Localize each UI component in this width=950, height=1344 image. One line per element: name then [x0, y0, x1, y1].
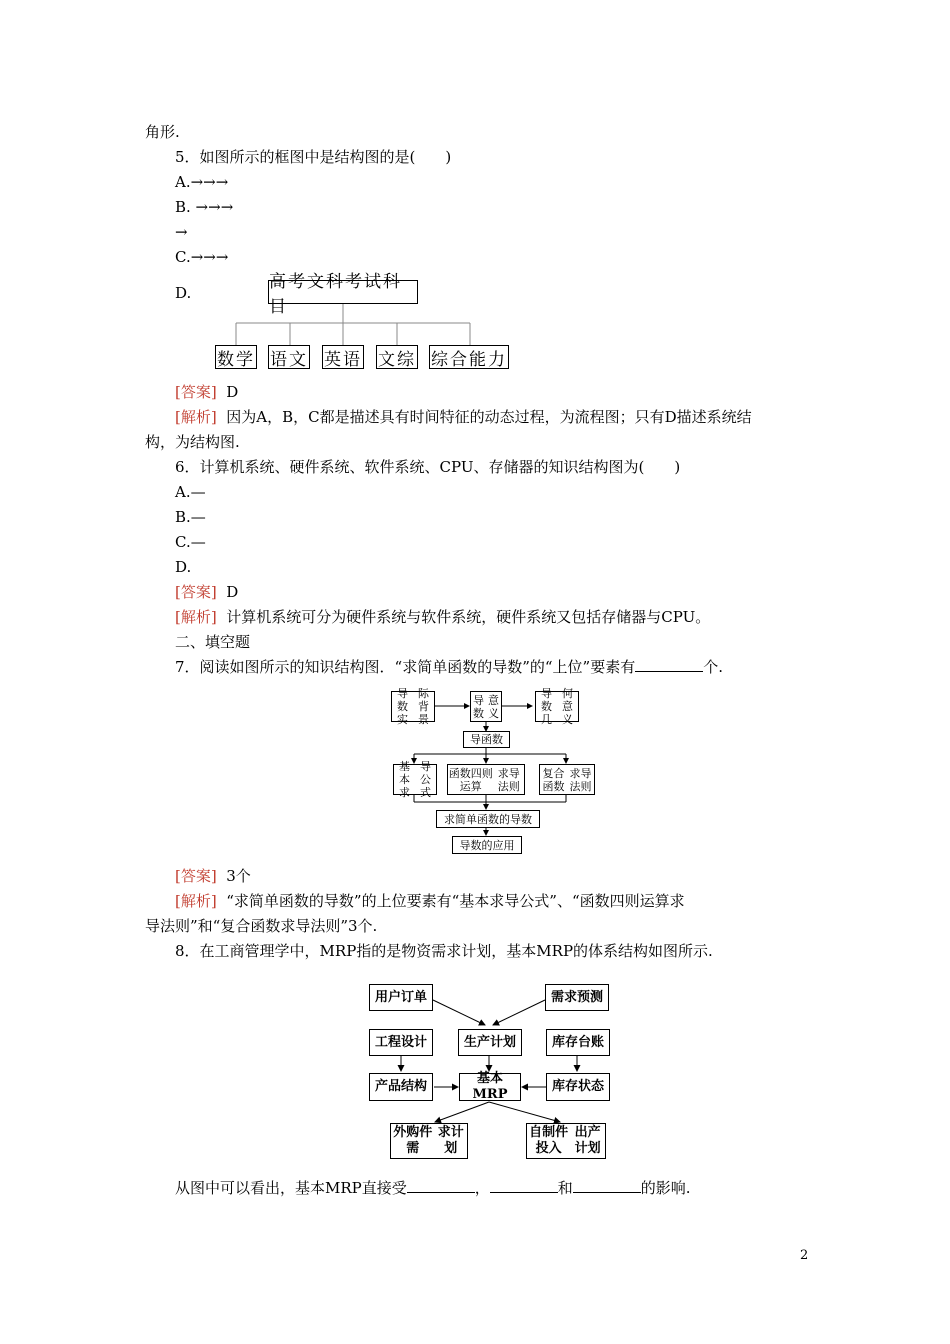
diagram-7-node: 复合函数 求导法则 [539, 764, 595, 795]
question-text: 7．阅读如图所示的知识结构图．“求简单函数的导数”的“上位”要素有 [175, 658, 636, 676]
option-d: D. [175, 558, 192, 576]
answer-blank [407, 1178, 475, 1193]
option-b-cont: → [175, 223, 188, 241]
diagram-d-child: 语文 [268, 345, 310, 369]
question-6: 6．计算机系统、硬件系统、软件系统、CPU、存储器的知识结构图为( ) [175, 458, 681, 476]
diagram-7-node: 导数的应用 [452, 836, 522, 854]
explanation-7-cont: 导法则”和“复合函数求导法则”3个. [145, 917, 378, 935]
diagram-8-node: 基本MRP [459, 1073, 521, 1101]
explanation-text: “求简单函数的导数”的上位要素有“基本求导公式”、“函数四则运算求 [226, 892, 685, 910]
explanation-text: 因为A，B，C都是描述具有时间特征的动态过程，为流程图；只有D描述系统结 [226, 408, 752, 426]
diagram-8-node: 用户订单 [369, 984, 433, 1011]
diagram-7-node: 导数 意义 [470, 691, 502, 722]
diagram-7-node: 函数四则运算 求导法则 [447, 764, 525, 795]
answer-value: 3个 [226, 867, 251, 885]
diagram-8-node: 外购件需 求计划 [390, 1123, 468, 1159]
diagram-d-child: 数学 [215, 345, 257, 369]
answer-blank [490, 1178, 558, 1193]
answer-blank [573, 1178, 641, 1193]
explanation-5-cont: 构，为结构图. [145, 433, 240, 451]
question-text-end: 个. [703, 658, 724, 676]
option-d: D. [175, 284, 192, 302]
text-line: 角形. [145, 123, 180, 141]
option-c: C.— [175, 533, 206, 551]
diagram-d-child: 文综 [376, 345, 418, 369]
option-c: C.→→→ [175, 248, 229, 266]
question-5: 5．如图所示的框图中是结构图的是( ) [175, 148, 452, 166]
diagram-7-node: 导数几 何意义 [535, 691, 579, 722]
answer-value: D [226, 583, 239, 601]
diagram-8-node: 工程设计 [369, 1029, 433, 1056]
option-b: B. →→→ [175, 198, 234, 216]
diagram-8-node: 库存状态 [546, 1073, 610, 1101]
fill-text: ， [474, 1179, 490, 1197]
explanation-tag: [解析] [175, 408, 217, 426]
explanation-tag: [解析] [175, 892, 217, 910]
diagram-7-node: 求简单函数的导数 [436, 810, 540, 828]
fill-text: 和 [557, 1179, 573, 1197]
answer-value: D [226, 383, 239, 401]
page-number: 2 [800, 1248, 809, 1263]
fill-text: 从图中可以看出，基本MRP直接受 [175, 1179, 407, 1197]
diagram-d-child: 综合能力 [429, 345, 509, 369]
explanation-text: 计算机系统可分为硬件系统与软件系统，硬件系统又包括存储器与CPU。 [226, 608, 711, 626]
diagram-8-node: 生产计划 [458, 1029, 522, 1056]
diagram-8-node: 自制件投入 出产计划 [526, 1123, 606, 1159]
diagram-7-node: 导函数 [463, 731, 510, 748]
diagram-7-node: 基本求 导公式 [393, 764, 437, 795]
diagram-7-node: 导数实 际背景 [391, 691, 435, 722]
question-8: 8．在工商管理学中，MRP指的是物资需求计划，基本MRP的体系结构如图所示. [175, 942, 713, 960]
fill-text: 的影响. [640, 1179, 691, 1197]
answer-tag: [答案] [175, 583, 217, 601]
option-a: A.→→→ [175, 173, 229, 191]
question-8-fill [175, 1178, 691, 1198]
section-heading: 二、填空题 [175, 633, 251, 651]
option-b: B.— [175, 508, 206, 526]
answer-tag: [答案] [175, 867, 217, 885]
diagram-8-node: 需求预测 [545, 984, 609, 1011]
explanation-tag: [解析] [175, 608, 217, 626]
answer-tag: [答案] [175, 383, 217, 401]
diagram-8-node: 产品结构 [369, 1073, 433, 1101]
diagram-d-child: 英语 [322, 345, 364, 369]
diagram-8-node: 库存台账 [546, 1029, 610, 1056]
option-a: A.— [175, 483, 206, 501]
diagram-d-root: 高考文科考试科目 [268, 280, 418, 304]
